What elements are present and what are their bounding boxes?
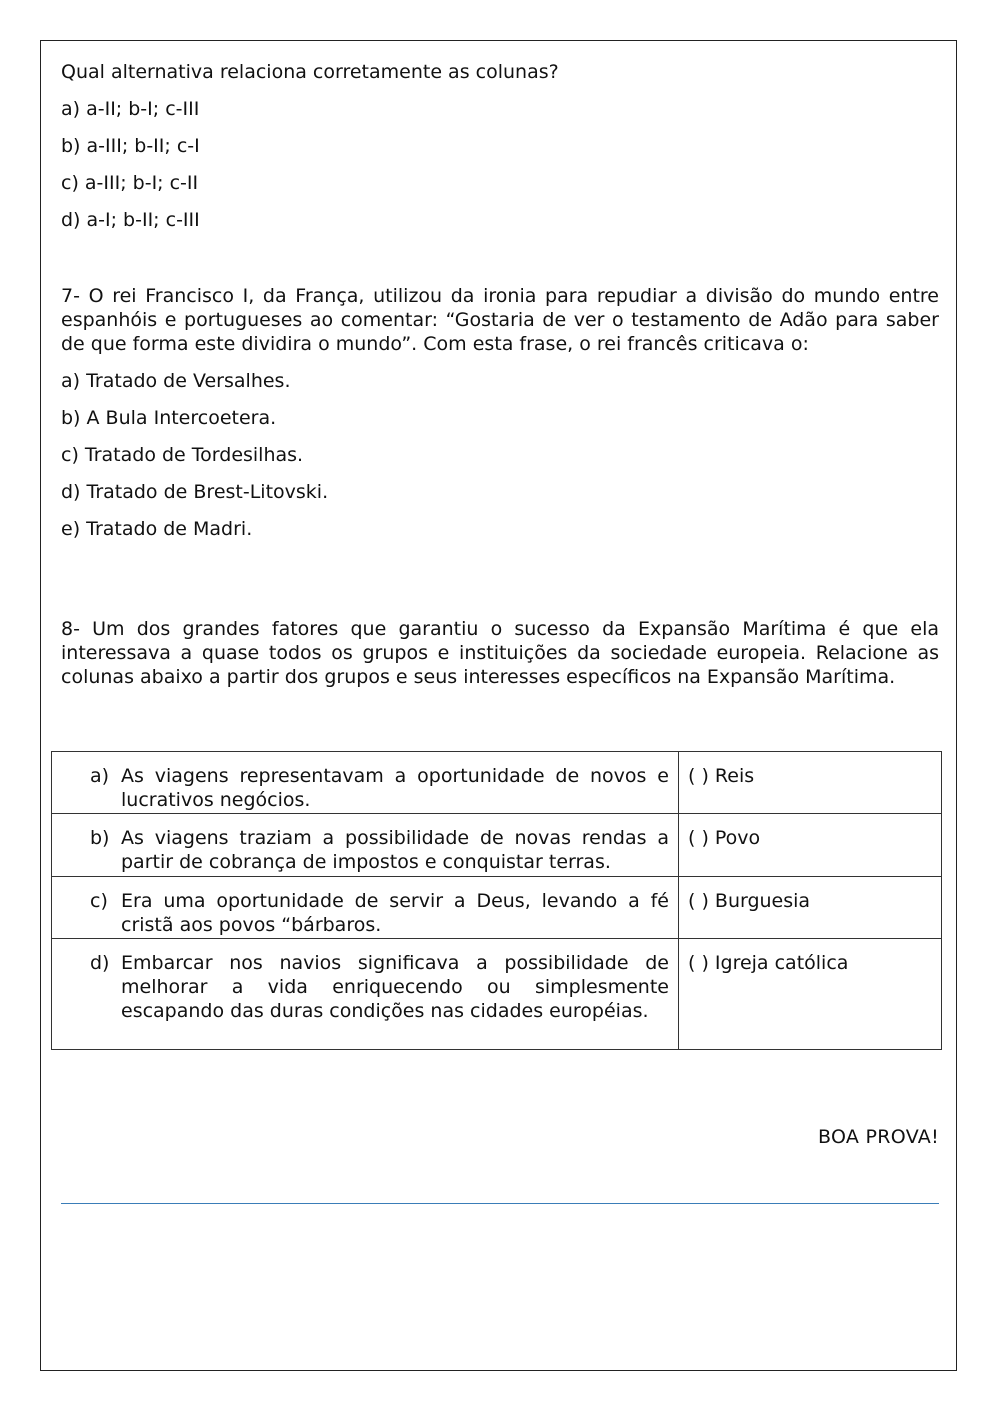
statement-text: Embarcar nos navios significava a possibilidade de melhorar a vida enriquecendo ou simplesmente escapando das duras condições nas cidades européias. — [121, 952, 669, 1022]
matching-table — [51, 751, 942, 1050]
answer-cell[interactable] — [679, 814, 942, 877]
closing-message: BOA PROVA! — [817, 1126, 939, 1148]
question-7-option-d: d) Tratado de Brest-Litovski. — [61, 481, 329, 503]
question-6-option-b: b) a-III; b-II; c-I — [61, 135, 200, 157]
statement-cell — [52, 939, 679, 1050]
table-row — [52, 814, 942, 877]
table-row — [52, 877, 942, 939]
question-6-option-c: c) a-III; b-I; c-II — [61, 172, 199, 194]
statement-cell — [52, 877, 679, 939]
statement-cell — [52, 752, 679, 814]
statement-marker: d) — [90, 952, 110, 974]
answer-option-text: ( ) Burguesia — [688, 890, 811, 912]
question-6-option-d: d) a-I; b-II; c-III — [61, 209, 200, 231]
table-row — [52, 752, 942, 814]
question-8-block — [61, 617, 939, 689]
footer-divider — [61, 1203, 939, 1204]
statement-marker: a) — [90, 765, 110, 787]
statement-marker: c) — [90, 890, 108, 912]
answer-cell[interactable] — [679, 877, 942, 939]
question-6-prompt: Qual alternativa relaciona corretamente as colunas? — [61, 61, 559, 83]
answer-option-text: ( ) Igreja católica — [688, 952, 849, 974]
question-8-text: 8- Um dos grandes fatores que garantiu o sucesso da Expansão Marítima é que ela interessava a quase todos os grupos e instituições da sociedade europeia. Relacione as colunas abaixo a partir dos grupos e seus interesses específicos na Expansão Marítima. — [61, 618, 939, 688]
statement-marker: b) — [90, 827, 110, 849]
answer-cell[interactable] — [679, 752, 942, 814]
question-7-option-c: c) Tratado de Tordesilhas. — [61, 444, 304, 466]
question-6-block — [61, 60, 939, 245]
question-7-option-a: a) Tratado de Versalhes. — [61, 370, 291, 392]
answer-option-text: ( ) Reis — [688, 765, 755, 787]
question-7-option-b: b) A Bula Intercoetera. — [61, 407, 277, 429]
answer-option-text: ( ) Povo — [688, 827, 761, 849]
question-7-options — [61, 369, 939, 541]
question-7-text: 7- O rei Francisco I, da França, utilizou da ironia para repudiar a divisão do mundo entre espanhóis e portugueses ao comentar: “Gostaria de ver o testamento de Adão para saber de que forma este dividira o mundo”. Com esta frase, o rei francês criticava o: — [61, 285, 939, 355]
statement-text: Era uma oportunidade de servir a Deus, levando a fé cristã aos povos “bárbaros. — [121, 890, 669, 936]
answer-cell[interactable] — [679, 939, 942, 1050]
question-7-block — [61, 284, 939, 554]
table-row — [52, 939, 942, 1050]
statement-text: As viagens representavam a oportunidade de novos e lucrativos negócios. — [121, 765, 669, 811]
question-7-option-e: e) Tratado de Madri. — [61, 518, 253, 540]
statement-cell — [52, 814, 679, 877]
statement-text: As viagens traziam a possibilidade de novas rendas a partir de cobrança de impostos e conquistar terras. — [121, 827, 669, 873]
question-6-option-a: a) a-II; b-I; c-III — [61, 98, 200, 120]
